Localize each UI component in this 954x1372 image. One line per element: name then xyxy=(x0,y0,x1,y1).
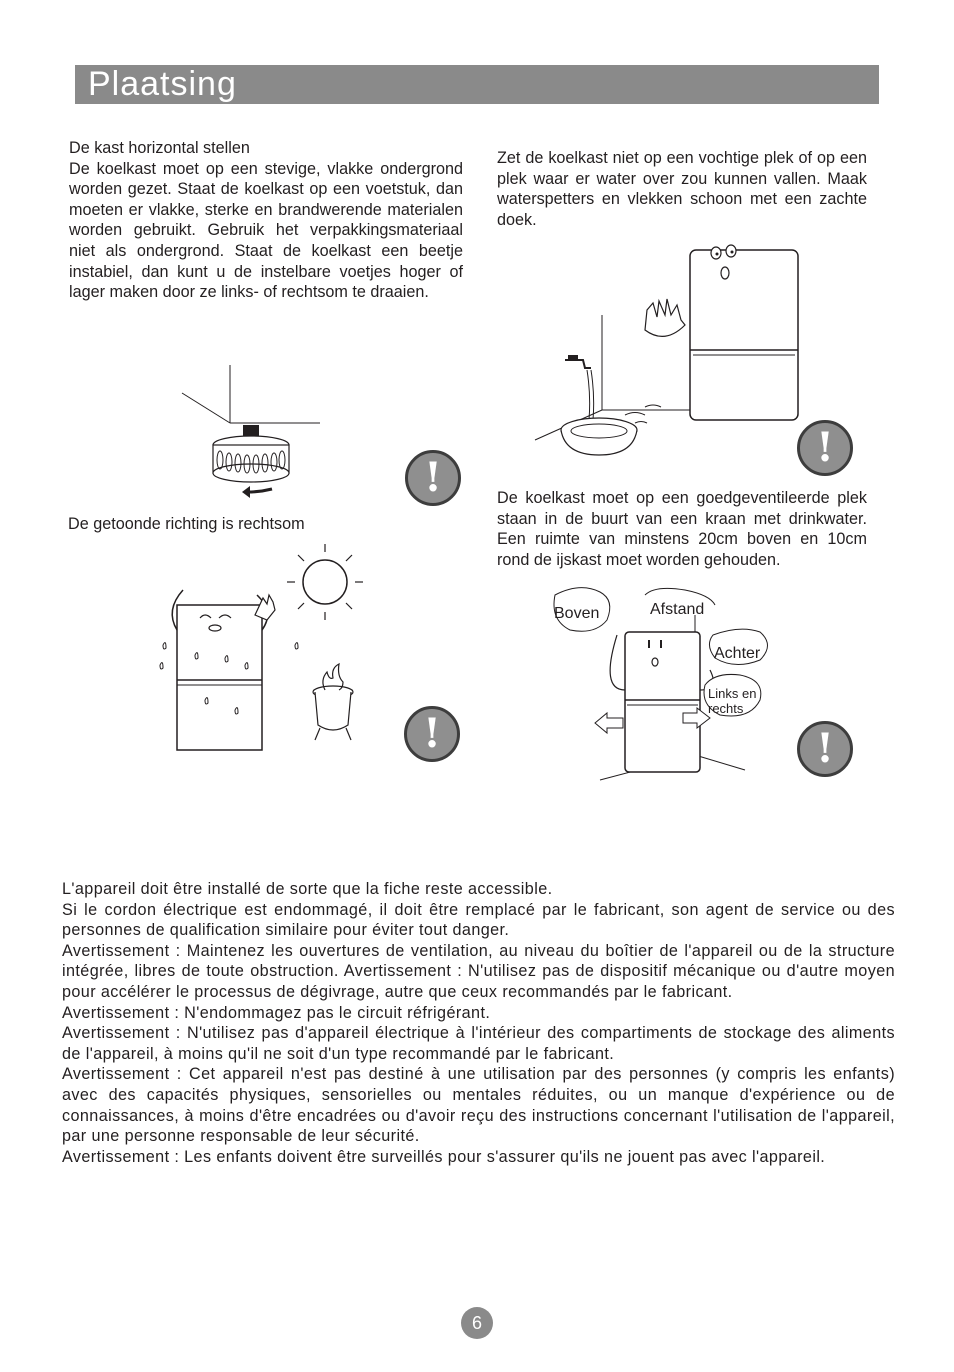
label-top: Boven xyxy=(554,605,600,622)
warning-paragraph: L'appareil doit être installé de sorte que la fiche reste accessible. xyxy=(62,880,553,898)
leveling-body: De koelkast moet op een stevige, vlakke ondergrond worden gezet. Staat de koelkast op een voetstuk, dan moeten er vlakke, sterke en brandwerende materialen worden gebruikt. Gebruik het verpakkingsmateriaal niet als ondergrond. Staat de koelkast een beetje instabiel, dan kunt u de instelbare voetjes hoger of lager maken door ze links- of rechtsom te draaien. xyxy=(69,159,463,302)
leveling-heading: De kast horizontal stellen xyxy=(69,139,250,157)
warning-paragraph: Avertissement : Cet appareil n'est pas destiné à une utilisation par des personnes (y compris les enfants) avec des capacités physiques, sensorielles ou mentales réduites, ou un manque d'expérience ou de connaissances, à moins d'être encadrées ou d'avoir reçu des instructions concernant l'utilisation de l'appareil, par une personne responsable de leur sécurité. xyxy=(62,1065,895,1146)
label-sides-line2: rechts xyxy=(708,701,744,716)
warning-paragraph: Si le cordon électrique est endommagé, il doit être remplacé par le fabricant, son agent de service ou des personnes de qualification similaire pour éviter tout danger. xyxy=(62,900,895,940)
adjustable-foot-illustration xyxy=(180,365,330,500)
label-sides-line1: Links en xyxy=(708,686,757,701)
heat-source-illustration xyxy=(155,540,370,755)
leveling-section xyxy=(69,138,463,303)
ventilation-text: De koelkast moet op een goedgeventileerde plek staan in de buurt van een kraan met drinkwater. Een ruimte van minstens 20cm boven en 10cm rond de ijskast moet worden gehouden. xyxy=(497,489,867,569)
rotation-caption: De getoonde richting is rechtsom xyxy=(68,515,305,533)
warning-icon: ! xyxy=(797,721,853,777)
page-number: 6 xyxy=(461,1307,493,1339)
warning-paragraph: Avertissement : Les enfants doivent être surveillés pour s'assurer qu'ils ne jouent pas avec l'appareil. xyxy=(62,1147,826,1166)
moisture-illustration xyxy=(535,235,805,460)
warning-icon: ! xyxy=(797,420,853,476)
label-back: Achter xyxy=(714,645,761,662)
safety-warnings xyxy=(62,879,895,1167)
warning-paragraph: Avertissement : Maintenez les ouvertures de ventilation, au niveau du boîtier de l'appareil ou de la structure intégrée, libres de toute obstruction. Avertissement : N'utilisez pas de dispositif mécanique ou d'autre moyen pour accélérer le processus de dégivrage, autre que ceux recommandés par le fabricant. xyxy=(62,941,895,1001)
page-title: Plaatsing xyxy=(88,65,237,103)
warning-paragraph: Avertissement : N'endommagez pas le circuit réfrigérant. xyxy=(62,1003,491,1022)
warning-icon: ! xyxy=(404,706,460,762)
warning-icon: ! xyxy=(405,450,461,506)
moisture-text: Zet de koelkast niet op een vochtige plek of op een plek waar er water over zou kunnen vallen. Maak waterspetters en vlekken schoon met een zachte doek. xyxy=(497,149,867,229)
warning-paragraph: Avertissement : N'utilisez pas d'appareil électrique à l'intérieur des compartiments de stockage des aliments de l'appareil, à moins qu'il ne soit d'un type recommandé par le fabricant. xyxy=(62,1024,895,1063)
ventilation-diagram xyxy=(545,590,775,785)
label-distance: Afstand xyxy=(650,601,705,618)
